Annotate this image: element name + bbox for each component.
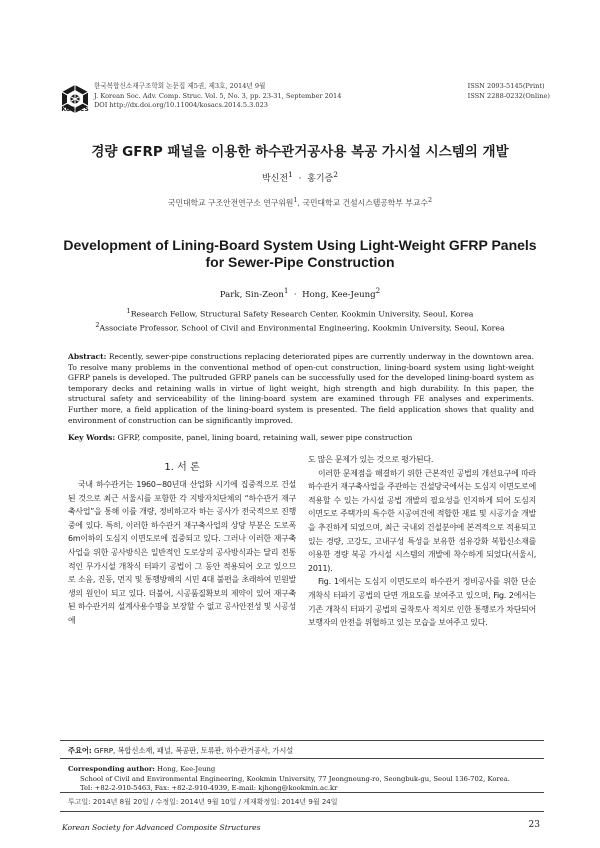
korean-keywords-text: GFRP, 복합신소재, 패널, 복공판, 토류판, 하수관거공사, 가시설: [94, 746, 294, 755]
paragraph-1: 국내 하수관거는 1960~80년대 산업화 시기에 집중적으로 건설된 것으로 최근 서울시를 포함한 각 지방자치단체의 “하수관거 재구축사업”을 통해 이를 개량, 정비하고자 하는 공사가 전국적으로 진행 중에 있다. 특히, 이러한 하수관거 재구축사업의 상당 부분은 도로폭 6m이하의 도심지 이면도로에 집중되고 있다. 그러나 이러한 재구축사업을 위한 공사방식은 일반적인 도로상의 공사방식과는 달리 전통적인 무가시설 개착식 터파기 공법이 그 동안 적용되어 오고 있으므로 소음, 진동, 먼지 및 통행방해의 시민 4대 불편을 초래하여 민원발생의 원인이 되고 있다. 더불어, 시공품질확보의 제약이 있어 재구축된 하수관거의 설계사용수명을 보장할 수 없고 공사안전성 및 시공성에: [68, 480, 296, 625]
keywords-text: GFRP, composite, panel, lining board, retaining wall, sewer pipe construction: [117, 433, 413, 442]
author-1-name: 박신전: [261, 174, 289, 184]
author-1-name-en: Park, Sin-Zeon: [219, 289, 284, 300]
korean-keywords: [68, 746, 293, 756]
paragraph-3: Fig. 1에서는 도심지 이면도로의 하수관거 정비공사를 위한 단순 개착식 터파기 공법의 단면 개요도를 보여주고 있으며, Fig. 2에서는 기존 개착식 터파기 공법의 굴착토사 적치로 인한 통행로가 차단되어 보행자의 안전을 위협하고 있는 모습을 보여주고 있다.: [308, 577, 536, 628]
journal-en-line: J. Korean Soc. Adv. Comp. Struc. Vol. 5, No. 3, pp. 23-31, September 2014: [94, 91, 342, 100]
authors-english: Park, Sin-Zeon$^1$ · Hong, Kee-Jeung$^2$: [219, 286, 381, 300]
journal-info: [94, 82, 341, 111]
doi-line[interactable]: DOI http://dx.doi.org/10.11004/kosacs.2014.5.3.023: [94, 101, 269, 110]
affiliation-2: 국민대학교 건설시스템공학부 부교수: [302, 198, 428, 208]
corresponding-author-address: School of Civil and Environmental Engineering, Kookmin University, 77 Jeongneung-ro, Seongbuk-gu, Seoul 136-702, Korea.: [80, 774, 510, 783]
submission-dates: 투고일: 2014년 8월 20일 / 수정일: 2014년 9월 10일 / 게재확정일: 2014년 9월 24일: [68, 798, 338, 806]
body-column-right: [308, 453, 536, 630]
footnote-rule-bottom: [60, 792, 544, 793]
footnote-rule-top: [60, 740, 544, 741]
issn-online: ISSN 2288-0232(Online): [467, 91, 550, 100]
author-separator-en: ·: [293, 289, 297, 300]
paper-title-english: [60, 237, 540, 271]
section-1-title: 1. 서 론: [164, 462, 200, 473]
authors-korean: 박신전$^1$ · 홍기증$^2$: [261, 170, 339, 184]
author-2-name: 홍기증: [307, 174, 334, 184]
corresponding-author-name: Hong, Kee-Jeung: [157, 765, 216, 773]
corresponding-author-label: Corresponding author:: [68, 765, 155, 773]
paragraph-1-continued: 도 많은 문제가 있는 것으로 평가된다.: [308, 455, 434, 464]
affiliation-separator: ,: [297, 198, 303, 208]
keywords-label: Key Words:: [68, 433, 116, 442]
page-number: 23: [528, 820, 540, 830]
korean-keywords-label: 주요어:: [68, 746, 92, 755]
abstract-label: Abstract:: [68, 352, 107, 361]
journal-header: [60, 74, 550, 120]
affiliation-1: 국민대학교 구조안전연구소 연구위원: [167, 198, 294, 208]
footer-rule: [60, 811, 544, 812]
author-2-name-en: Hong, Kee-Jeung: [302, 289, 376, 300]
paper-title-korean: 경량 GFRP 패널을 이용한 하수관거공사용 복공 가시설 시스템의 개발: [91, 144, 509, 160]
corresponding-author-contact[interactable]: Tel: +82-2-910-5463, Fax: +82-2-910-4939, E-mail: kjhong@kookmin.ac.kr: [80, 784, 338, 792]
affiliations-korean: 국민대학교 구조안전연구소 연구위원$^1$, 국민대학교 건설시스템공학부 부교수$^2$: [167, 196, 433, 208]
abstract: [68, 352, 534, 426]
title-line-1: Development of Lining-Board System Using Light-Weight GFRP Panels: [63, 237, 537, 253]
issn-info: [468, 82, 550, 101]
issn-print: ISSN 2093-5145(Print): [467, 82, 545, 90]
affiliations-english: $^1$Research Fellow, Structural Safety Research Center, Kookmin University, Seoul, Korea $^2$Associate Professor, School of Civil and Environmental Engineering, Kookmin University, Seoul, Korea: [95, 307, 505, 333]
affiliation-2-en: Associate Professor, School of Civil and Environmental Engineering, Kookmin University, Seoul, Korea: [99, 323, 505, 333]
affiliation-1-en: Research Fellow, Structural Safety Research Center, Kookmin University, Seoul, Korea: [130, 309, 474, 319]
body-column-left: [68, 478, 296, 628]
corresponding-author: [68, 765, 538, 794]
title-line-2: for Sewer-Pipe Construction: [205, 254, 395, 270]
author-separator: ·: [298, 174, 302, 184]
journal-kr-line: 한국복합신소재구조학회 논문집 제5권, 제3호, 2014년 9월: [94, 82, 266, 90]
footnote-rule-middle: [60, 758, 544, 759]
paragraph-2: 이러한 문제점을 해결하기 위한 근본적인 공법의 개선요구에 따라 하수관거 재구축사업을 주관하는 건설당국에서는 도심지 이면도로에 적용할 수 있는 가시설 공법 개발의 필요성을 인지하게 되어 도심지 이면도로 주택가의 특수한 시공여건에 적합한 재료 및 시공기술 개발을 추진하게 되었으며, 최근 국내외 건설분야에 본격적으로 적용되고 있는 경량, 고강도, 고내구성 특성을 보유한 섬유강화 복합신소재를 이용한 경량 복공 가시설 시스템의 개발에 착수하게 되었다(서울시, 2011).: [308, 468, 536, 573]
abstract-text: Recently, sewer-pipe constructions replacing deteriorated pipes are currently underway in the downtown area. To resolve many problems in the conventional method of open-cut construction, lining-board system using light-weight GFRP panels is developed. The pultruded GFRP panels can be successfully used for the developed lining-board system as temporary decks and retaining walls in virtue of light weight, high strength and high durability. In this paper, the structural safety and serviceability of the lining-board system are examined through FE analyses and experiments. Further more, a field application of the lining-board system is presented. The field application shows that quality and environment of construction can be significantly improved.: [68, 352, 534, 425]
footer-journal-name: Korean Society for Advanced Composite Structures: [62, 823, 261, 832]
logo-label: KOSACS: [61, 106, 89, 113]
keywords: [68, 433, 534, 442]
